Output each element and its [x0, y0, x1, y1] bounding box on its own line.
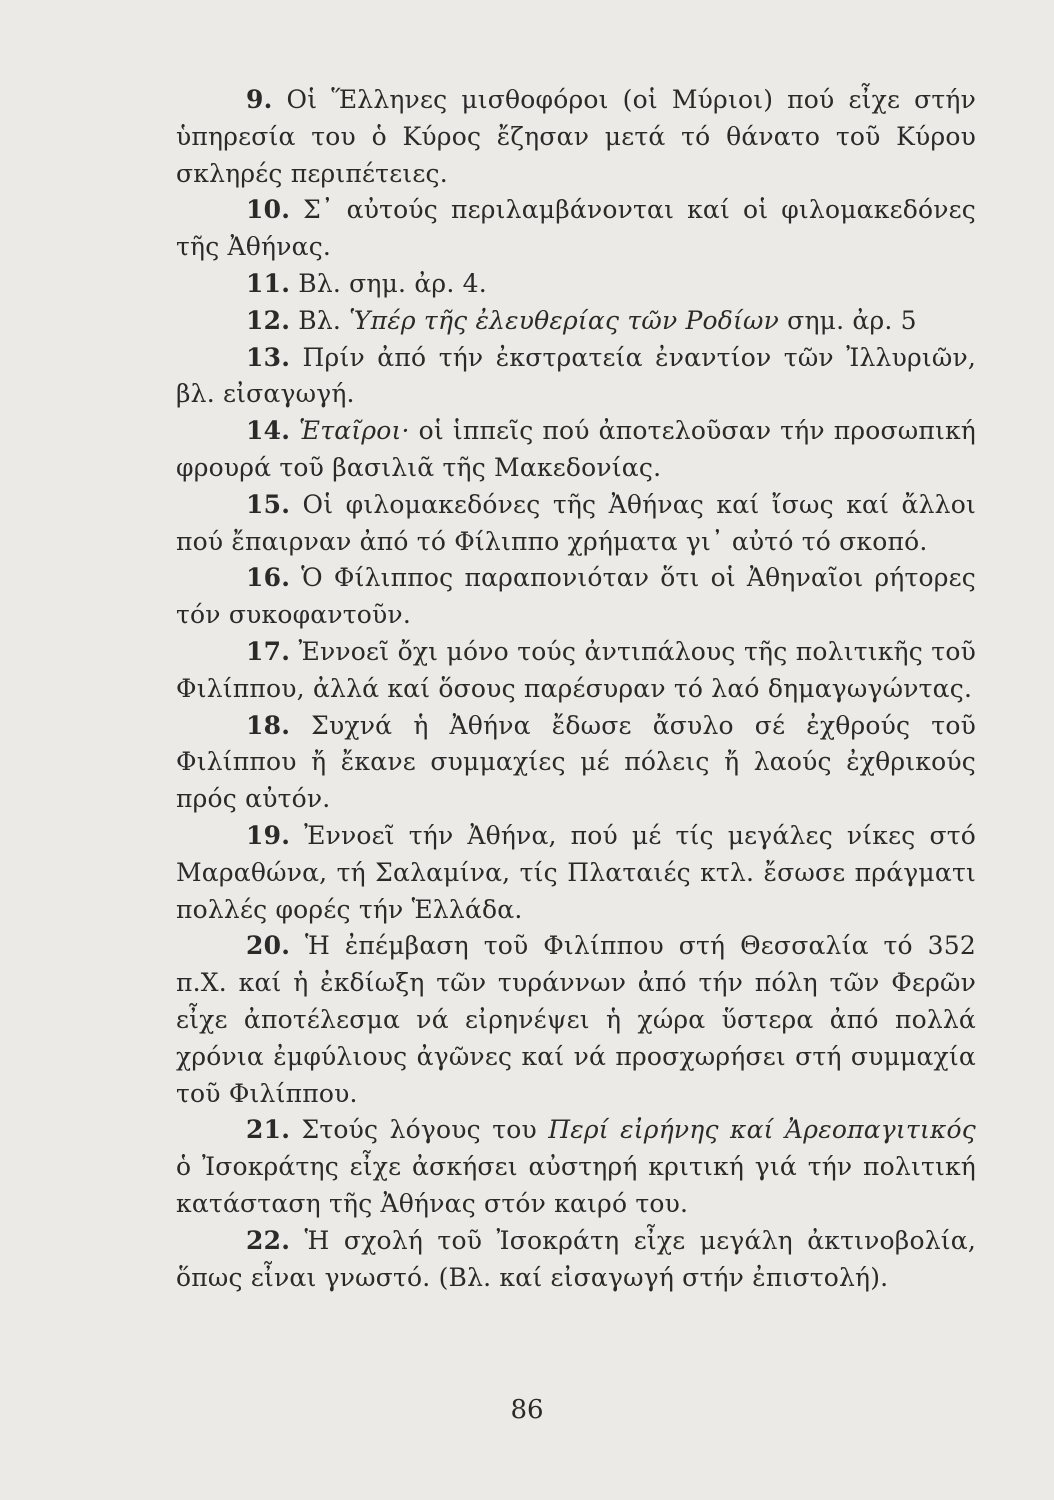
- note-text: Οἱ Ἕλληνες μισθοφόροι (οἱ Μύριοι) πού εἶχε στήν ὑπηρεσία του ὁ Κύρος ἔζησαν μετά τό θάνατο τοῦ Κύρου σκληρές περιπέτειες.: [176, 85, 976, 188]
- endnote-20: [176, 928, 976, 1112]
- page-number: 86: [510, 1395, 544, 1425]
- endnote-10: [176, 192, 976, 266]
- note-number: 20.: [246, 931, 291, 961]
- note-number: 13.: [246, 342, 291, 372]
- note-number: 10.: [246, 195, 291, 225]
- note-number: 11.: [246, 268, 291, 298]
- note-number: 21.: [246, 1115, 291, 1145]
- endnote-9: [176, 82, 976, 192]
- note-number: 22.: [246, 1225, 291, 1255]
- note-text-post: ὁ Ἰσοκράτης εἶχε ἀσκήσει αὐστηρή κριτική γιά τήν πολιτική κατάσταση τῆς Ἀθήνας στόν καιρό του.: [176, 1152, 976, 1218]
- endnote-15: [176, 487, 976, 561]
- note-text: Ἡ ἐπέμβαση τοῦ Φιλίππου στή Θεσσαλία τό 352 π.Χ. καί ἡ ἐκδίωξη τῶν τυράννων ἀπό τήν πόλη τῶν Φερῶν εἶχε ἀποτέλεσμα νά εἰρηνέψει ἡ χώρα ὕστερα ἀπό πολλά χρόνια ἐμφύλιους ἀγῶνες καί νά προσχωρήσει στή συμμαχία τοῦ Φιλίππου.: [176, 931, 976, 1108]
- endnote-16: [176, 560, 976, 634]
- note-number: 14.: [246, 416, 291, 446]
- note-text-pre: Βλ.: [298, 305, 350, 335]
- note-number: 12.: [246, 305, 291, 335]
- note-number: 19.: [246, 820, 291, 850]
- endnote-19: [176, 818, 976, 928]
- endnote-22: [176, 1223, 976, 1297]
- endnotes: [176, 82, 976, 1296]
- note-number: 15.: [246, 489, 291, 519]
- note-number: 17.: [246, 636, 291, 666]
- note-number: 9.: [246, 85, 273, 114]
- note-text: Οἱ φιλομακεδόνες τῆς Ἀθήνας καί ἴσως καί ἄλλοι πού ἔπαιρναν ἀπό τό Φίλιππο χρήματα γι᾽ αὐτό τό σκοπό.: [176, 489, 976, 556]
- note-number: 16.: [246, 563, 291, 593]
- endnote-11: [176, 266, 976, 303]
- note-text: Σ᾽ αὐτούς περιλαμβάνονται καί οἱ φιλομακεδόνες τῆς Ἀθήνας.: [176, 195, 976, 262]
- note-text: Βλ. σημ. ἀρ. 4.: [298, 268, 487, 298]
- note-text: Ἡ σχολή τοῦ Ἰσοκράτη εἶχε μεγάλη ἀκτινοβολία, ὅπως εἶναι γνωστό. (Βλ. καί εἰσαγωγή στήν ἐπιστολή).: [176, 1225, 976, 1292]
- endnote-12: [176, 303, 976, 340]
- note-text-pre: Στούς λόγους του: [301, 1115, 549, 1145]
- note-title-italic: Περί εἰρήνης καί Ἀρεοπαγιτικός: [548, 1115, 977, 1145]
- note-text: Ἐννοεῖ τήν Ἀθήνα, πού μέ τίς μεγάλες νίκες στό Μαραθώνα, τή Σαλαμίνα, τίς Πλαταιές κτλ. ἔσωσε πράγματι πολλές φορές τήν Ἑλλάδα.: [176, 820, 976, 924]
- note-text: Ἐννοεῖ ὄχι μόνο τούς ἀντιπάλους τῆς πολιτικῆς τοῦ Φιλίππου, ἀλλά καί ὅσους παρέσυραν τό λαό δημαγωγώντας.: [176, 636, 976, 703]
- note-text-post: οἱ ἱππεῖς πού ἀποτελοῦσαν τήν προσωπική φρουρά τοῦ βασιλιᾶ τῆς Μακεδονίας.: [176, 416, 976, 482]
- note-number: 18.: [246, 710, 291, 740]
- note-term-italic: Ἑταῖροι·: [299, 416, 410, 446]
- note-text: Συχνά ἡ Ἀθήνα ἔδωσε ἄσυλο σέ ἐχθρούς τοῦ Φιλίππου ἤ ἔκανε συμμαχίες μέ πόλεις ἤ λαούς ἐχθρικούς πρός αὐτόν.: [176, 710, 976, 814]
- note-title-italic: Ὑπέρ τῆς ἐλευθερίας τῶν Ροδίων: [349, 305, 780, 335]
- endnote-17: [176, 634, 976, 708]
- note-text-post: σημ. ἀρ. 5: [779, 305, 917, 335]
- endnote-13: [176, 340, 976, 414]
- endnote-14: [176, 413, 976, 487]
- endnote-18: [176, 708, 976, 818]
- note-text: Ὁ Φίλιππος παραπονιόταν ὅτι οἱ Ἀθηναῖοι ρήτορες τόν συκοφαντοῦν.: [176, 563, 977, 630]
- note-text: Πρίν ἀπό τήν ἐκστρατεία ἐναντίον τῶν Ἰλλυριῶν, βλ. εἰσαγωγή.: [176, 342, 976, 409]
- endnote-21: [176, 1112, 976, 1222]
